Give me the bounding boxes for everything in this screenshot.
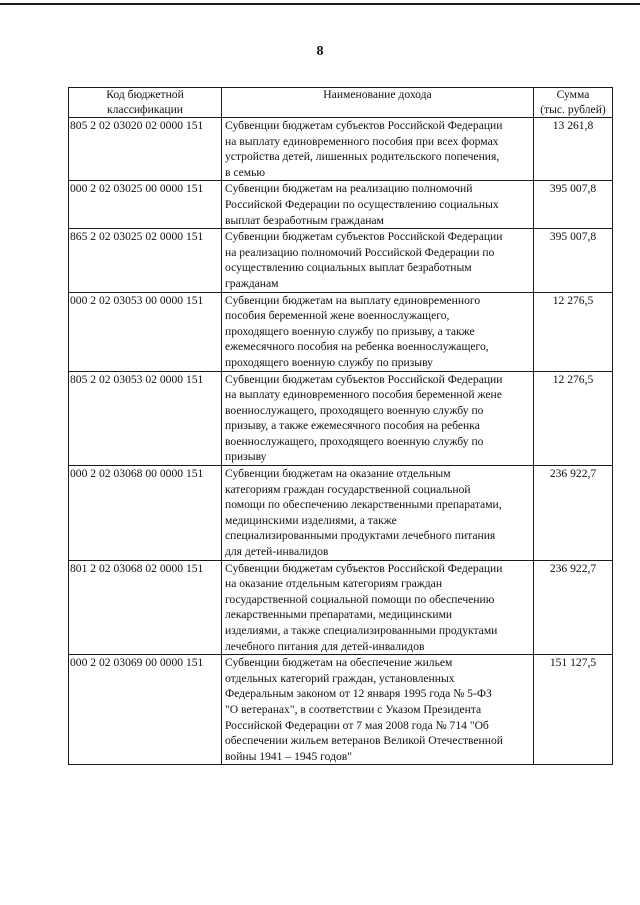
table-row xyxy=(69,371,613,466)
table-row xyxy=(69,181,613,229)
amount-cell: 12 276,5 xyxy=(534,371,613,466)
income-name-line: лечебного питания для детей-инвалидов xyxy=(225,639,425,653)
income-name-line: медицинскими изделиями, а также xyxy=(225,513,397,527)
budget-code-cell: 000 2 02 03068 00 0000 151 xyxy=(69,466,222,561)
income-name-cell xyxy=(222,118,534,181)
income-name-line: лекарственными препаратами, медицинскими xyxy=(225,608,453,622)
scan-border-line xyxy=(0,3,640,5)
income-name-line: на реализацию полномочий Российской Федерации по xyxy=(225,245,495,259)
income-name-line: изделиями, а также специализированными продуктами xyxy=(225,624,498,637)
amount-cell: 236 922,7 xyxy=(534,560,613,655)
amount-cell: 13 261,8 xyxy=(534,118,613,181)
header-amount-line: (тыс. рублей) xyxy=(540,102,606,116)
budget-code-cell: 000 2 02 03053 00 0000 151 xyxy=(69,292,222,371)
income-name-line: проходящего военную службу по призыву, а также xyxy=(225,324,475,338)
page-number: 8 xyxy=(316,44,324,59)
income-name-line: военнослужащего, проходящего военную службу по xyxy=(225,403,484,417)
income-name-line: на выплату единовременного пособия беременной жене xyxy=(225,388,502,402)
table-body xyxy=(69,118,613,765)
income-name-line: Субвенции бюджетам субъектов Российской Федерации xyxy=(225,119,503,132)
header-income-name xyxy=(222,88,534,118)
income-name-cell xyxy=(222,371,534,466)
amount-cell: 151 127,5 xyxy=(534,655,613,765)
budget-code-cell: 801 2 02 03068 02 0000 151 xyxy=(69,560,222,655)
table-row xyxy=(69,655,613,765)
table-header-row xyxy=(69,88,613,118)
amount-cell: 395 007,8 xyxy=(534,229,613,292)
income-name-cell xyxy=(222,560,534,655)
income-name-line: призыву, а также ежемесячного пособия на ребенка xyxy=(225,419,480,433)
income-name-line: отдельных категорий граждан, установленных xyxy=(225,671,455,685)
income-name-line: выплат безработным гражданам xyxy=(225,213,384,227)
amount-cell: 12 276,5 xyxy=(534,292,613,371)
income-name-line: пособия беременной жене военнослужащего, xyxy=(225,309,450,323)
header-code-line: классификации xyxy=(107,102,183,116)
income-name-line: устройства детей, лишенных родительского попечения, xyxy=(225,150,500,164)
income-name-cell xyxy=(222,466,534,561)
income-name-line: гражданам xyxy=(225,276,279,290)
income-name-cell xyxy=(222,655,534,765)
income-name-line: для детей-инвалидов xyxy=(225,545,329,559)
table-row xyxy=(69,466,613,561)
income-name-line: Субвенции бюджетам на реализацию полномочий xyxy=(225,182,473,196)
header-amount xyxy=(534,88,613,118)
income-name-line: Субвенции бюджетам на обеспечение жильем xyxy=(225,656,453,670)
budget-code-cell: 805 2 02 03053 02 0000 151 xyxy=(69,371,222,466)
income-name-line: войны 1941 – 1945 годов" xyxy=(225,749,352,763)
income-name-line: специализированными продуктами лечебного питания xyxy=(225,529,496,543)
income-name-line: военнослужащего, проходящего военную службу по xyxy=(225,434,484,448)
table-row xyxy=(69,560,613,655)
income-name-line: на оказание отдельным категориям граждан xyxy=(225,577,443,591)
income-name-line: ежемесячного пособия на ребенка военнослужащего, xyxy=(225,340,489,354)
income-name-cell xyxy=(222,181,534,229)
income-name-line: Субвенции бюджетам субъектов Российской Федерации xyxy=(225,561,503,575)
budget-code-cell: 000 2 02 03069 00 0000 151 xyxy=(69,655,222,765)
income-name-line: проходящего военную службу по призыву xyxy=(225,355,433,369)
income-name-line: Субвенции бюджетам на оказание отдельным xyxy=(225,467,451,481)
table-row xyxy=(69,118,613,181)
income-name-line: "О ветеранах", в соответствии с Указом Президента xyxy=(225,702,482,716)
income-name-line: призыву xyxy=(225,450,267,464)
income-name-line: государственной социальной помощи по обеспечению xyxy=(225,592,495,606)
header-code-line: Код бюджетной xyxy=(106,88,184,101)
budget-code-cell: 805 2 02 03020 02 0000 151 xyxy=(69,118,222,181)
income-name-line: на выплату единовременного пособия при всех формах xyxy=(225,134,499,148)
budget-income-table xyxy=(68,87,613,765)
income-name-line: Российской Федерации по осуществлению социальных xyxy=(225,197,499,211)
income-name-line: категориям граждан государственной социальной xyxy=(225,482,471,496)
table-row xyxy=(69,292,613,371)
income-name-line: Субвенции бюджетам субъектов Российской Федерации xyxy=(225,372,503,386)
income-name-line: в семью xyxy=(225,165,266,179)
income-name-line: помощи по обеспечению лекарственными препаратами, xyxy=(225,498,502,512)
header-amount-line: Сумма xyxy=(556,88,590,101)
budget-code-cell: 000 2 02 03025 00 0000 151 xyxy=(69,181,222,229)
amount-cell: 236 922,7 xyxy=(534,466,613,561)
table-row xyxy=(69,229,613,292)
income-name-line: Субвенции бюджетам субъектов Российской Федерации xyxy=(225,230,503,244)
header-budget-code xyxy=(69,88,222,118)
income-name-line: осуществлению социальных выплат безработным xyxy=(225,261,472,275)
income-name-line: обеспечении жильем ветеранов Великой Отечественной xyxy=(225,734,503,748)
income-name-line: Субвенции бюджетам на выплату единовременного xyxy=(225,293,481,307)
income-name-cell xyxy=(222,229,534,292)
income-name-line: Российской Федерации от 7 мая 2008 года № 714 "Об xyxy=(225,718,489,732)
budget-code-cell: 865 2 02 03025 02 0000 151 xyxy=(69,229,222,292)
header-name-line: Наименование дохода xyxy=(323,88,432,101)
income-name-line: Федеральным законом от 12 января 1995 года № 5-ФЗ xyxy=(225,687,492,701)
amount-cell: 395 007,8 xyxy=(534,181,613,229)
income-name-cell xyxy=(222,292,534,371)
